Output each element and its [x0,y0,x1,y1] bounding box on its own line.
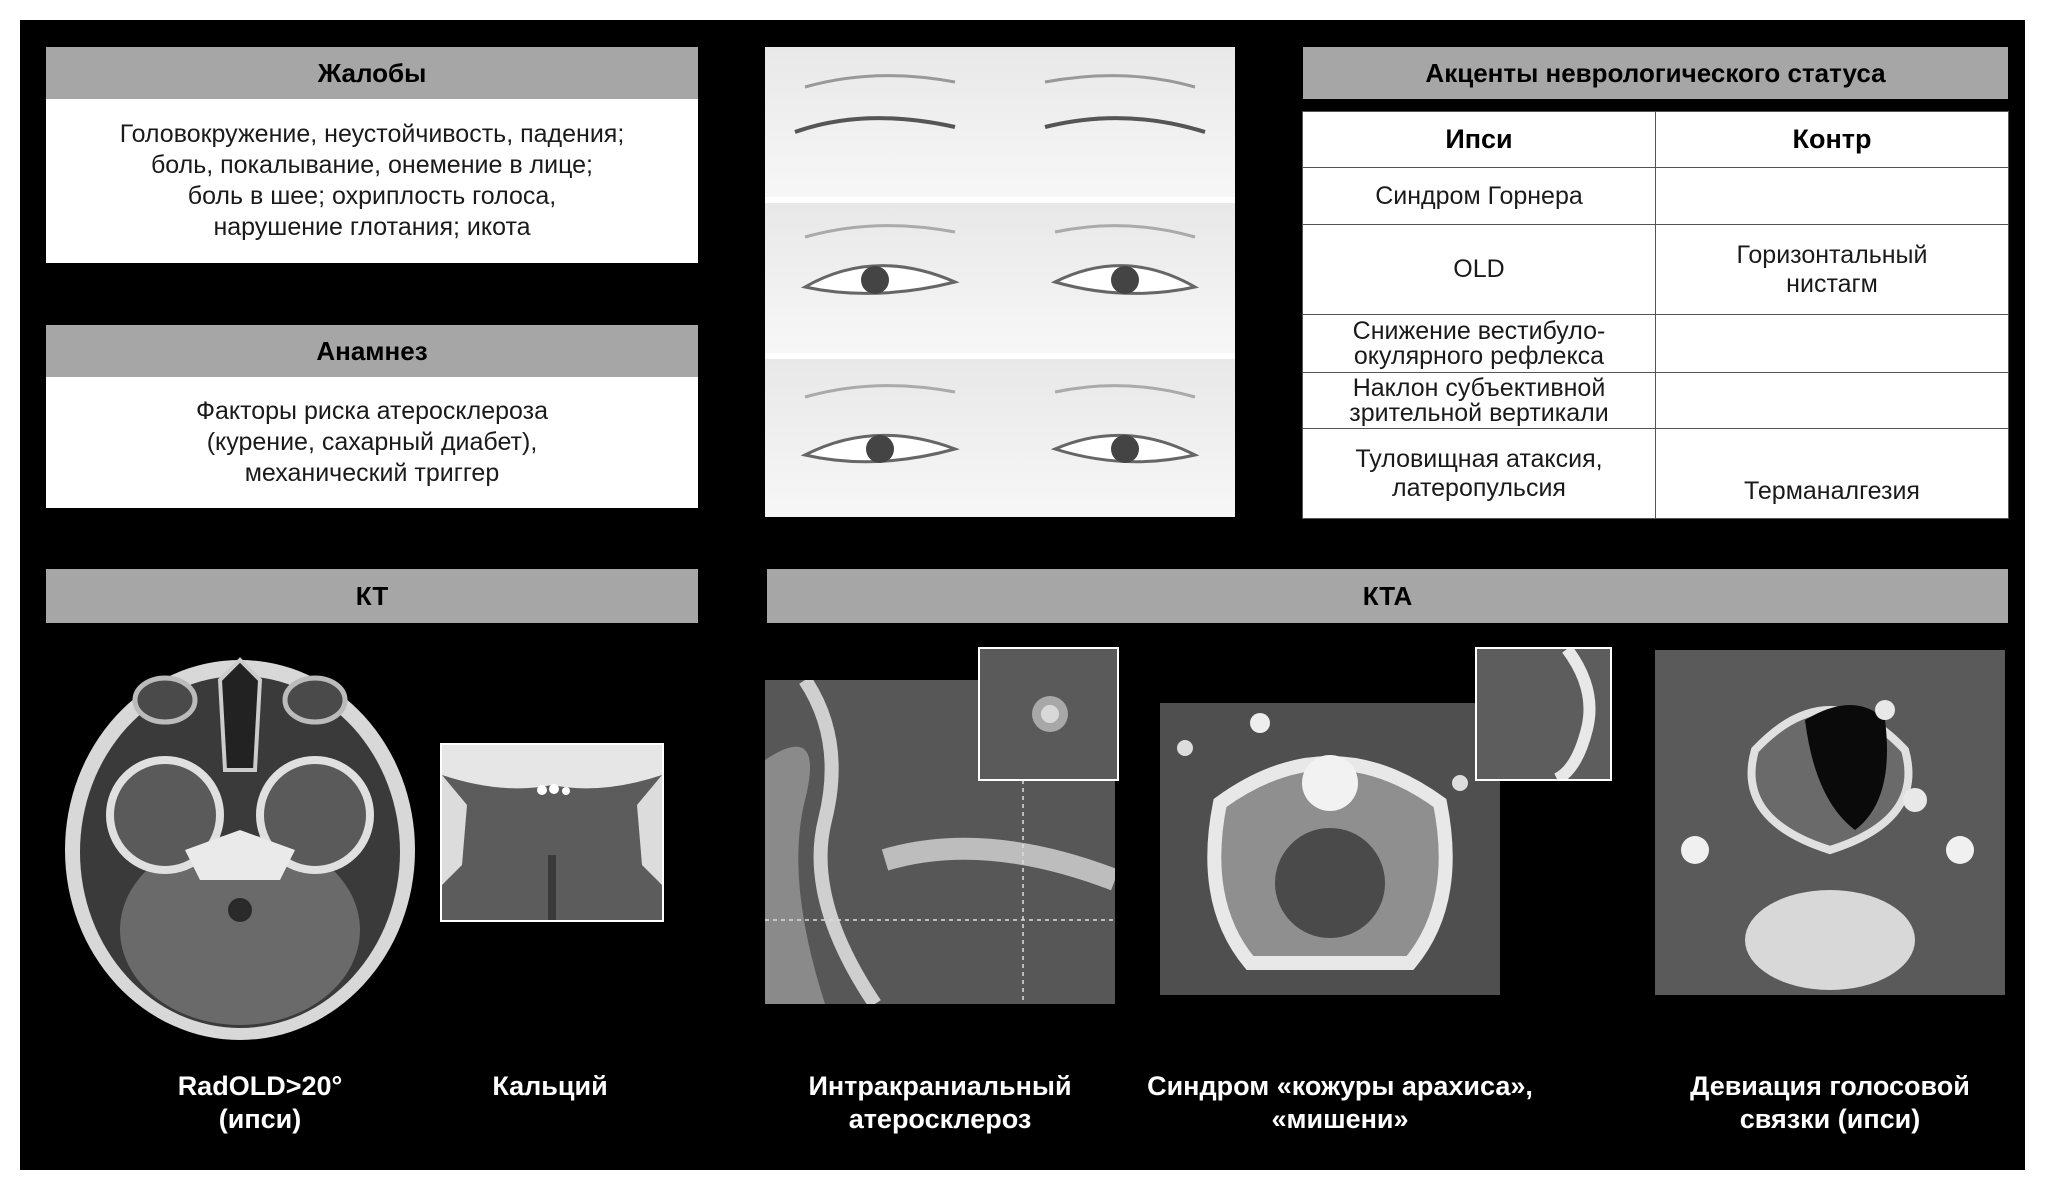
anamnesis-body [46,377,698,508]
cell-text: Снижение вестибуло- [1352,316,1606,345]
caption-vocal [1660,1070,2000,1136]
table-row [1303,373,2009,429]
col-ipsi-header: Ипси [1303,112,1656,168]
caption-line: Интракраниальный [808,1071,1072,1101]
anamnesis-line: механический триггер [244,459,500,487]
figure-frame [20,20,2025,1170]
cta-header [767,569,2008,623]
ipsi-cell [1303,315,1656,373]
caption-intracranial [760,1070,1120,1136]
neuro-status-table [1302,111,2009,519]
cta-peanut-image [1160,703,1500,995]
cell-text: нистагм [1786,269,1878,298]
cta-title: КТА [1362,580,1413,611]
cell-text: OLD [1453,255,1505,283]
ct-calcium-image [440,743,664,922]
anamnesis-title: Анамнез [316,335,428,366]
ct-title: КТ [355,580,389,611]
cell-text: окулярного рефлекса [1353,341,1605,370]
complaints-body [46,99,698,263]
complaints-line: нарушение глотания; икота [213,213,531,241]
table-row [1303,429,2009,519]
contra-cell [1656,315,2009,373]
caption-peanut [1140,1070,1540,1136]
neuro-status-title: Акценты неврологического статуса [1425,57,1886,88]
contra-cell [1656,168,2009,225]
caption-line: «мишени» [1271,1104,1409,1134]
caption-line: RadOLD>20° [177,1071,343,1101]
col-contra-header: Контр [1656,112,2009,168]
cta-vocal-image [1655,650,2005,995]
cell-text: Горизонтальный [1736,240,1928,269]
contra-cell [1656,373,2009,429]
anamnesis-header [46,325,698,377]
caption-calcium [430,1070,670,1103]
anamnesis-line: (курение, сахарный диабет), [206,428,538,456]
cell-text: зрительной вертикали [1349,398,1609,427]
caption-radold [120,1070,400,1136]
cell-text: Наклон субъективной [1352,373,1606,402]
ipsi-cell [1303,429,1656,519]
cell-text: Синдром Горнера [1375,181,1583,210]
cell-text: латеропульсия [1392,473,1566,502]
eyes-photo [765,47,1235,517]
table-row [1303,168,2009,225]
table-row [1303,225,2009,315]
caption-line: Девиация голосовой [1690,1071,1970,1101]
table-header-row [1303,112,2009,168]
ipsi-cell [1303,373,1656,429]
ct-axial-image [50,640,430,1040]
cta-peanut-inset [1475,647,1612,781]
cell-text: Туловищная атаксия, [1355,444,1603,473]
table-row [1303,315,2009,373]
contra-cell [1656,429,2009,519]
caption-line: (ипси) [218,1104,302,1134]
ipsi-cell [1303,168,1656,225]
caption-line: Кальций [492,1071,608,1101]
ct-header [46,569,698,623]
caption-line: атеросклероз [848,1104,1032,1134]
complaints-line: боль в шее; охриплость голоса, [187,182,557,210]
caption-line: Синдром «кожуры арахиса», [1147,1071,1533,1101]
contra-cell [1656,225,2009,315]
complaints-title: Жалобы [317,57,427,88]
cta-intracranial-inset [978,647,1119,781]
complaints-line: боль, покалывание, онемение в лице; [150,151,593,179]
ipsi-cell [1303,225,1656,315]
cell-text: Терманалгезия [1744,477,1920,505]
complaints-line: Головокружение, неустойчивость, падения; [119,120,625,148]
anamnesis-line: Факторы риска атеросклероза [195,397,549,425]
caption-line: связки (ипси) [1739,1104,1921,1134]
complaints-header [46,47,698,99]
neuro-status-header [1303,47,2008,99]
